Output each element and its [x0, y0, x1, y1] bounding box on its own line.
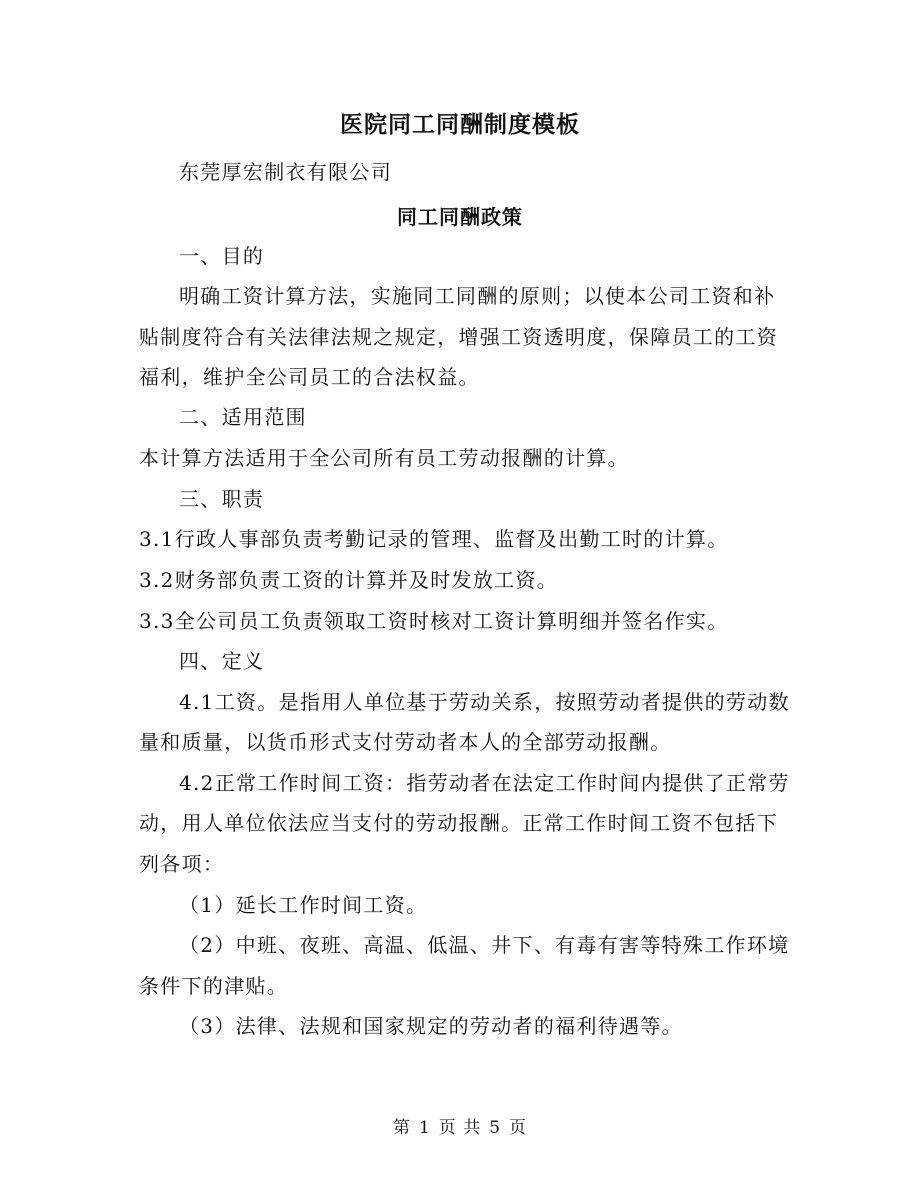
- paragraph-line: 列各项：: [139, 852, 225, 876]
- section-heading-scope: 二、适用范围: [179, 405, 307, 429]
- paragraph-line: 4.2正常工作时间工资：指劳动者在法定工作时间内提供了正常劳: [179, 771, 790, 795]
- page-label-mid: 页 共: [438, 1118, 482, 1138]
- section-heading-definitions: 四、定义: [179, 649, 265, 673]
- section-heading-duties: 三、职责: [179, 487, 265, 511]
- document-title: 医院同工同酬制度模板: [340, 111, 580, 138]
- paragraph-line: 4.1工资。是指用人单位基于劳动关系，按照劳动者提供的劳动数: [179, 690, 790, 714]
- section-heading-purpose: 一、目的: [179, 244, 265, 268]
- list-item-continuation: 条件下的津贴。: [139, 974, 289, 998]
- paragraph-line: 量和质量，以货币形式支付劳动者本人的全部劳动报酬。: [139, 730, 672, 754]
- paragraph-line: 明确工资计算方法，实施同工同酬的原则；以使本公司工资和补: [179, 284, 776, 308]
- list-item: （3）法律、法规和国家规定的劳动者的福利待遇等。: [179, 1014, 683, 1038]
- paragraph-line: 福利，维护全公司员工的合法权益。: [139, 365, 480, 389]
- paragraph-line: 3.2财务部负责工资的计算并及时发放工资。: [139, 568, 559, 592]
- company-name: 东莞厚宏制衣有限公司: [179, 160, 392, 184]
- current-page-number: 1: [418, 1118, 431, 1138]
- paragraph-line: 贴制度符合有关法律法规之规定，增强工资透明度，保障员工的工资: [139, 325, 778, 349]
- paragraph-line: 3.3全公司员工负责领取工资时核对工资计算明细并签名作实。: [139, 609, 729, 633]
- page-footer: [0, 1113, 920, 1138]
- list-item: （2）中班、夜班、高温、低温、井下、有毒有害等特殊工作环境: [179, 933, 790, 957]
- page-label-suffix: 页: [509, 1118, 528, 1138]
- total-pages-number: 5: [489, 1118, 502, 1138]
- list-item: （1）延长工作时间工资。: [179, 893, 428, 917]
- paragraph-line: 3.1行政人事部负责考勤记录的管理、监督及出勤工时的计算。: [139, 527, 729, 551]
- paragraph-line: 动，用人单位依法应当支付的劳动报酬。正常工作时间工资不包括下: [139, 811, 778, 835]
- page-label-prefix: 第: [392, 1118, 411, 1138]
- paragraph-line: 本计算方法适用于全公司所有员工劳动报酬的计算。: [139, 446, 629, 470]
- policy-title: 同工同酬政策: [397, 205, 523, 229]
